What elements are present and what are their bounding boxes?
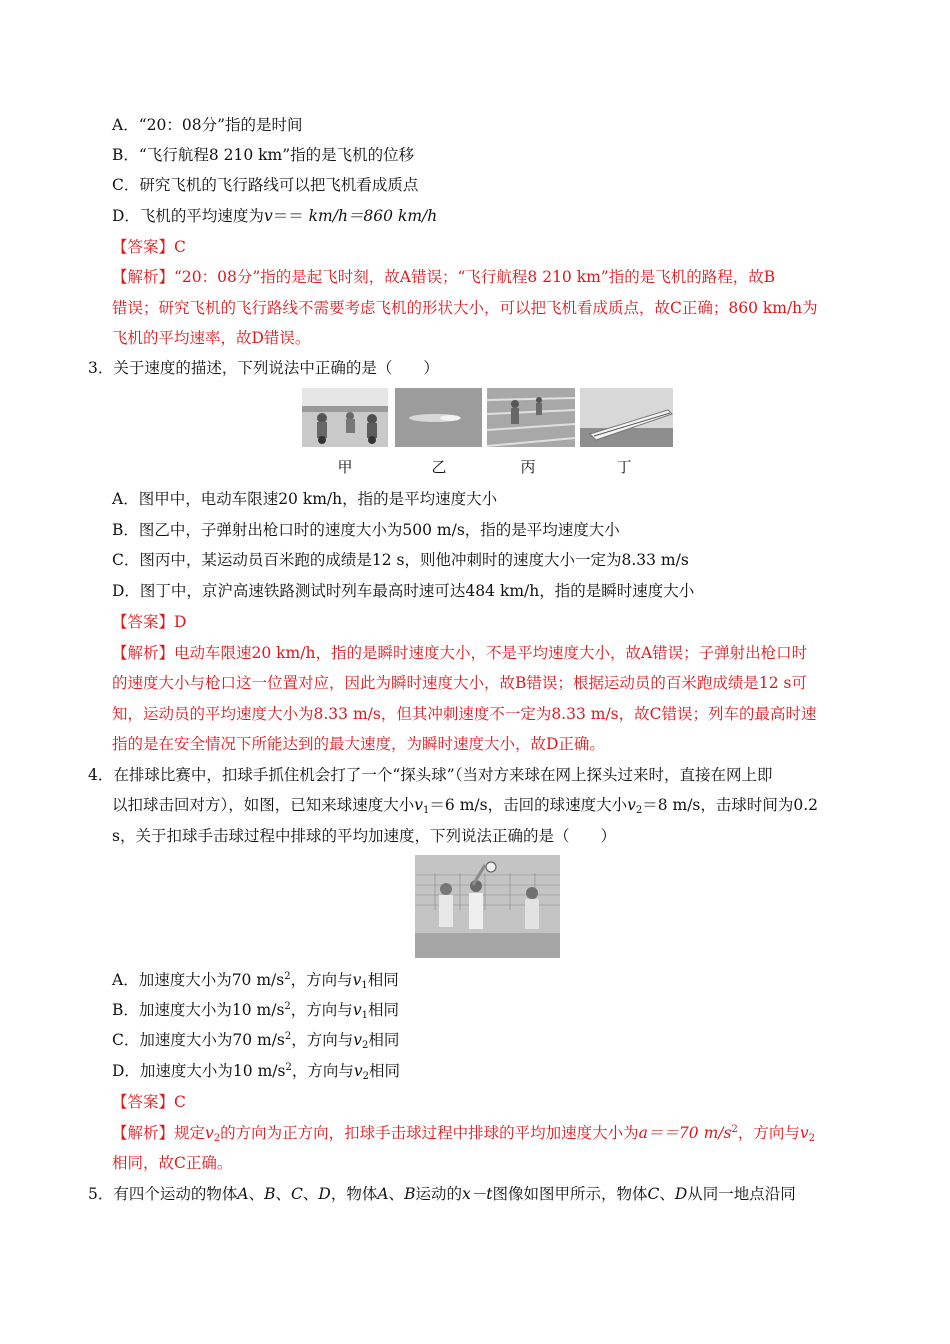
q4-option-c-v: v [353,1031,363,1049]
q5-sep-2: 、 [275,1185,291,1203]
q4-stem-line-3: s，关于扣球手击球过程中排球的平均加速度，下列说法正确的是（ ） [112,827,616,845]
q4-option-a-v: v [352,971,362,989]
q2-analysis-line-2: 错误；研究飞机的飞行路线不需要考虑飞机的形状大小，可以把飞机看成质点，故C正确；860 km/h为 [112,299,818,317]
q4-option-d-v: v [353,1062,363,1080]
q2-option-d [112,206,437,226]
q4-option-a-sub: 1 [361,980,368,991]
q4-option-c-sup: 2 [284,1031,292,1042]
q4-option-d-sup: 2 [285,1062,292,1073]
q4-stem-line-1: 4．在排球比赛中，扣球手抓住机会打了一个“探头球”（当对方来球在网上探头过来时，直接在网上即 [88,766,773,784]
q4-analysis-v-sub: 2 [213,1133,221,1144]
q5-stem-text-b: ，物体 [330,1185,378,1203]
q4-option-c [112,1030,399,1050]
q5-obj-a-2: A [377,1185,389,1203]
caption-bing: 丙 [520,458,536,476]
q3-option-a: A．图甲中，电动车限速20 km/h，指的是平均速度大小 [112,490,498,508]
q5-obj-d: D [318,1185,331,1203]
q4-analysis-text-c: ，方向与 [737,1124,800,1142]
q3-analysis-line-2: 的速度大小与枪口这一位置对应，因此为瞬时速度大小，故B错误；根据运动员的百米跑成绩是12 s可 [112,674,807,692]
q4-option-a-mid: ，方向与 [290,971,353,989]
q5-obj-c-2: C [647,1185,660,1203]
q4-analysis-line-2: 相同，故C正确。 [112,1154,233,1172]
q4-stem-v2-sub: 2 [635,805,643,816]
q2-option-d-var: v [263,207,273,225]
q4-option-b-mid: ，方向与 [290,1001,353,1019]
q4-option-b-v: v [352,1001,362,1019]
q3-option-c: C．图丙中，某运动员百米跑的成绩是12 s，则他冲刺时的速度大小一定为8.33 m/s [112,551,689,569]
q2-analysis-line-3: 飞机的平均速率，故D错误。 [112,329,311,347]
q4-analysis-v2-sub: 2 [808,1133,815,1144]
q4-answer: 【答案】C [112,1093,186,1111]
q4-option-d-pre: D．加速度大小为10 m/s [112,1062,286,1080]
q5-stem-text-a: 5．有四个运动的物体 [88,1185,238,1203]
q4-option-c-post: 相同 [368,1031,400,1049]
q5-obj-a: A [237,1185,249,1203]
q4-stem-v2: v [627,796,636,814]
q2-option-d-mid: ＝＝ [272,207,309,225]
q5-obj-b-2: B [404,1185,416,1203]
q4-option-b-sub: 1 [361,1010,368,1021]
q4-stem-v1: v [414,796,424,814]
q4-analysis-formula: a＝＝70 m/s [638,1124,732,1142]
q4-analysis-line-1 [112,1123,815,1143]
q4-analysis-v: v [205,1124,214,1142]
q5-obj-c: C [291,1185,303,1203]
photo-bing-sprint [487,388,575,447]
q2-option-a: A．“20：08分”指的是时间 [112,116,303,134]
q5-obj-d-2: D [674,1185,688,1203]
q5-xt-label: x－t [461,1185,493,1203]
q4-stem-text-c: ＝8 m/s，击球时间为0.2 [642,796,819,814]
q4-stem-line-2 [112,795,818,815]
q4-stem-text-a: 以扣球击回对方），如图，已知来球速度大小 [112,796,415,814]
photo-yi-bullet [395,388,482,447]
q4-option-a-pre: A．加速度大小为70 m/s [112,971,285,989]
q4-option-c-mid: ，方向与 [291,1031,354,1049]
q4-option-b-post: 相同 [367,1001,399,1019]
q4-stem-text-b: ＝6 m/s，击回的球速度大小 [429,796,628,814]
caption-ding: 丁 [616,458,632,476]
q4-option-c-pre: C．加速度大小为70 m/s [112,1031,285,1049]
q4-option-a-sup: 2 [284,971,291,982]
q4-analysis-text-a: 【解析】规定 [112,1124,206,1142]
q5-stem-text-d: 图像如图甲所示，物体 [492,1185,648,1203]
q5-sep-3: 、 [302,1185,319,1203]
q3-analysis-line-3: 知，运动员的平均速度大小为8.33 m/s，但其冲刺速度不一定为8.33 m/s，故C错误；列车的最高时速 [112,705,817,723]
q5-stem-line-1 [88,1184,796,1204]
q4-option-d-mid: ，方向与 [291,1062,354,1080]
q2-option-d-prefix: D．飞机的平均速度为 [112,207,264,225]
q5-sep-5: 、 [659,1185,675,1203]
q5-obj-b: B [264,1185,276,1203]
q3-answer: 【答案】D [112,613,187,631]
q3-option-b: B．图乙中，子弹射出枪口时的速度大小为500 m/s，指的是平均速度大小 [112,521,620,539]
q2-option-d-formula: km/h＝860 km/h [308,207,438,225]
q4-option-d-sub: 2 [362,1071,369,1082]
q2-option-c: C．研究飞机的飞行路线可以把飞机看成质点 [112,176,419,194]
q5-stem-text-e: 从同一地点沿同 [687,1185,796,1203]
q4-option-c-sub: 2 [362,1040,369,1051]
q4-option-a [112,970,399,990]
caption-yi: 乙 [431,458,447,476]
photo-jia-scooters [302,388,388,447]
q3-stem: 3．关于速度的描述，下列说法中正确的是（ ） [88,359,439,377]
q3-analysis-line-1: 【解析】电动车限速20 km/h，指的是瞬时速度大小，不是平均速度大小，故A错误；子弹射出枪口时 [112,644,808,662]
q4-analysis-formula-sup: 2 [731,1124,738,1135]
q3-option-d: D．图丁中，京沪高速铁路测试时列车最高时速可达484 km/h，指的是瞬时速度大小 [112,582,695,600]
photo-ding-train [580,388,673,447]
q4-option-d-post: 相同 [368,1062,400,1080]
caption-jia: 甲 [337,458,353,476]
q4-stem-v1-sub: 1 [423,805,430,816]
q4-option-b-sup: 2 [284,1001,291,1012]
q4-option-d [112,1061,400,1081]
q4-analysis-v2: v [799,1124,809,1142]
q4-option-b [112,1000,399,1020]
q4-option-b-pre: B．加速度大小为10 m/s [112,1001,285,1019]
q2-analysis-line-1: 【解析】“20：08分”指的是起飞时刻，故A错误；“飞行航程8 210 km”指的是飞机的路程，故B [112,268,776,286]
q4-analysis-text-b: 的方向为正方向，扣球手击球过程中排球的平均加速度大小为 [220,1124,639,1142]
q2-answer: 【答案】C [112,238,186,256]
q5-sep-4: 、 [388,1185,405,1203]
q5-sep-1: 、 [248,1185,265,1203]
q2-option-b: B．“飞行航程8 210 km”指的是飞机的位移 [112,146,415,164]
q3-analysis-line-4: 指的是在安全情况下所能达到的最大速度，为瞬时速度大小，故D正确。 [112,735,605,753]
photo-volleyball-spike [415,855,560,958]
q5-stem-text-c: 运动的 [415,1185,462,1203]
q4-option-a-post: 相同 [367,971,399,989]
